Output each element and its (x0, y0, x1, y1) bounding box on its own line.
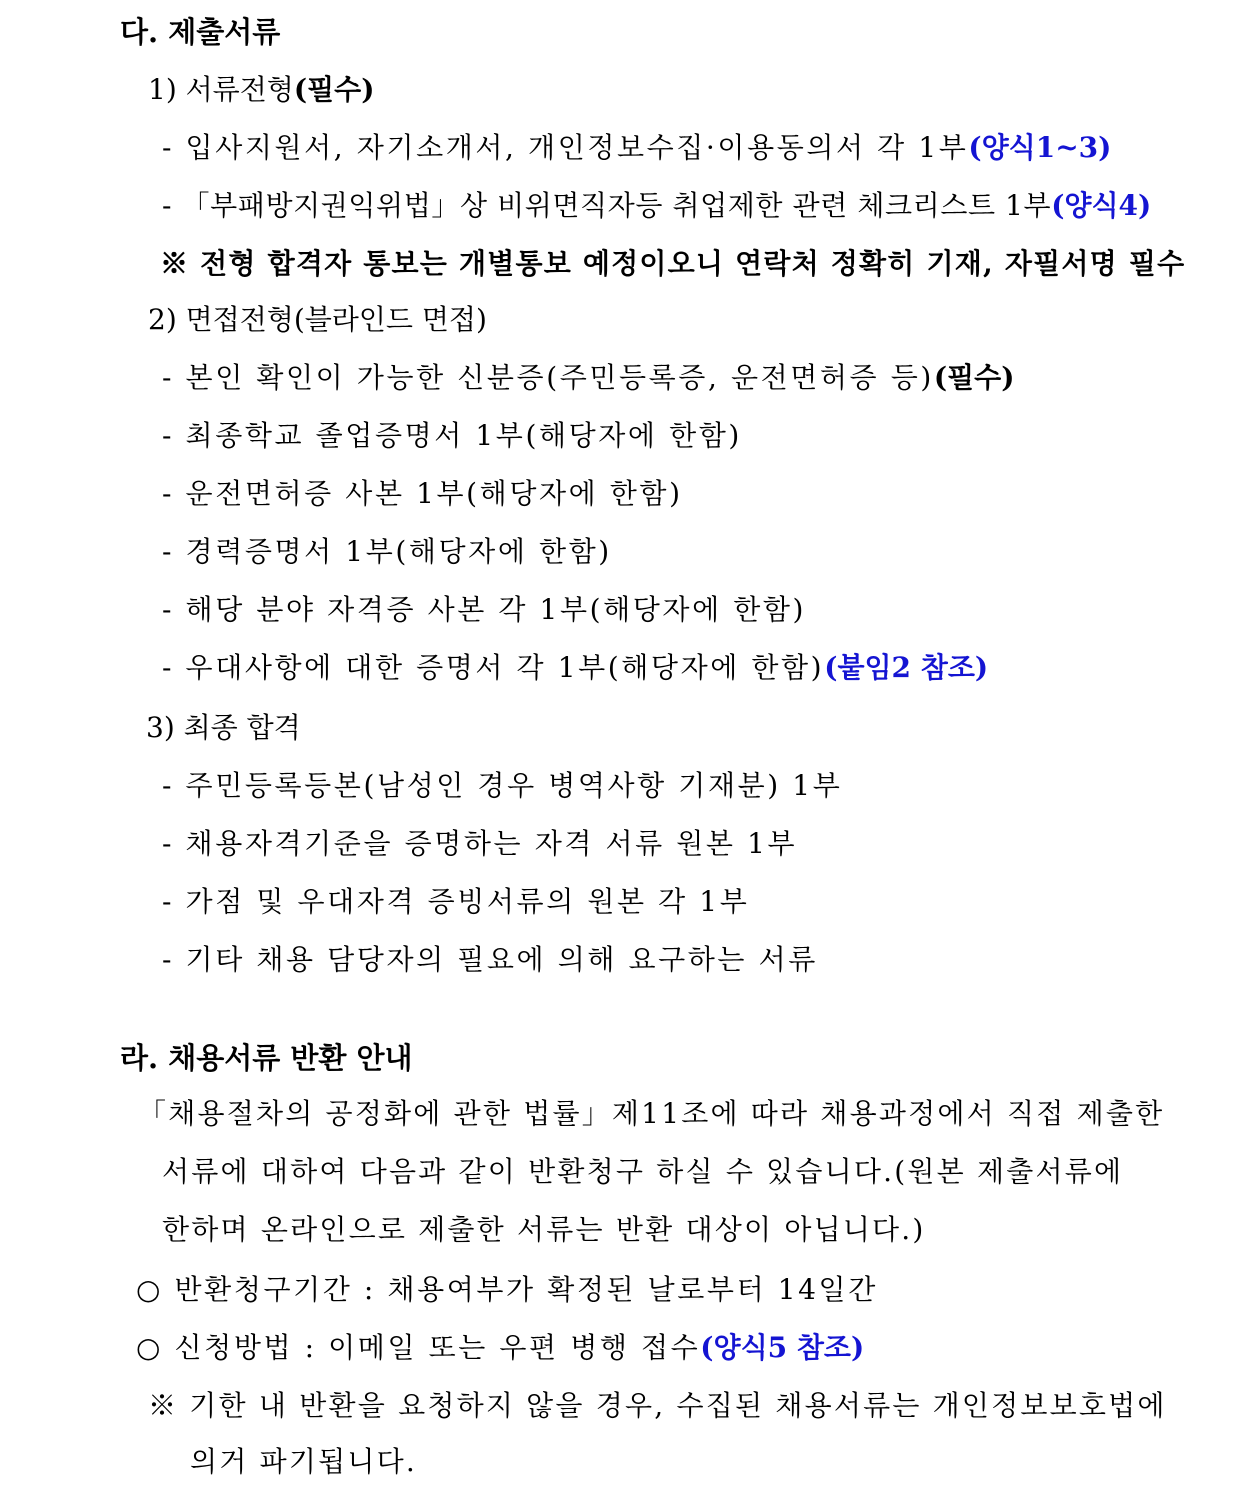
list-item: - 채용자격기준을 증명하는 자격 서류 원본 1부 (162, 827, 798, 860)
list-item (162, 187, 1151, 225)
subsection-label: 1) 서류전형 (148, 73, 294, 106)
list-item: - 가점 및 우대자격 증빙서류의 원본 각 1부 (162, 885, 750, 918)
subsection-final-pass: 3) 최종 합격 (146, 711, 301, 744)
list-item: - 기타 채용 담당자의 필요에 의해 요구하는 서류 (162, 943, 818, 976)
notice-line: 의거 파기됩니다. (190, 1445, 417, 1478)
list-item: - 운전면허증 사본 1부(해당자에 한함) (162, 477, 683, 510)
section-heading-documents: 다. 제출서류 (120, 15, 281, 49)
required-mark: (필수) (293, 73, 375, 106)
list-item-text: - 입사지원서, 자기소개서, 개인정보수집·이용동의서 각 1부 (162, 131, 969, 164)
attachment-reference: (붙임2 참조) (824, 651, 989, 684)
list-item: - 경력증명서 1부(해당자에 한함) (162, 535, 612, 568)
list-item (162, 129, 1111, 167)
paragraph-line: 한하며 온라인으로 제출한 서류는 반환 대상이 아닙니다.) (162, 1213, 926, 1246)
section-heading-document-return: 라. 채용서류 반환 안내 (120, 1041, 413, 1075)
notice-line: ※ 전형 합격자 통보는 개별통보 예정이오니 연락처 정확히 기재, 자필서명 필수 (160, 247, 1186, 280)
paragraph-line: 서류에 대하여 다음과 같이 반환청구 하실 수 있습니다.(원본 제출서류에 (162, 1155, 1124, 1188)
list-item: - 최종학교 졸업증명서 1부(해당자에 한함) (162, 419, 742, 452)
notice-line: ※ 기한 내 반환을 요청하지 않을 경우, 수집된 채용서류는 개인정보보호법에 (148, 1389, 1167, 1422)
list-item-text: - 「부패방지권익위법」상 비위면직자등 취업제한 관련 체크리스트 1부 (162, 189, 1052, 222)
form-reference: (양식1~3) (968, 131, 1112, 164)
required-mark: (필수) (933, 361, 1015, 394)
subsection-document-screening (148, 71, 374, 109)
list-item (162, 649, 988, 687)
bullet-text: ○ 신청방법 : 이메일 또는 우편 병행 접수 (136, 1331, 701, 1364)
list-item: - 해당 분야 자격증 사본 각 1부(해당자에 한함) (162, 593, 807, 626)
form-reference: (양식4) (1051, 189, 1152, 222)
form-reference: (양식5 참조) (700, 1331, 865, 1364)
list-item: - 주민등록등본(남성인 경우 병역사항 기재분) 1부 (162, 769, 843, 802)
bullet-item (136, 1329, 864, 1367)
list-item-text: - 본인 확인이 가능한 신분증(주민등록증, 운전면허증 등) (162, 361, 934, 394)
bullet-item: ○ 반환청구기간 : 채용여부가 확정된 날로부터 14일간 (136, 1273, 878, 1306)
list-item (162, 359, 1014, 397)
subsection-interview: 2) 면접전형(블라인드 면접) (148, 303, 487, 336)
list-item-text: - 우대사항에 대한 증명서 각 1부(해당자에 한함) (162, 651, 825, 684)
paragraph-line: 「채용절차의 공정화에 관한 법률」제11조에 따라 채용과정에서 직접 제출한 (138, 1097, 1165, 1130)
